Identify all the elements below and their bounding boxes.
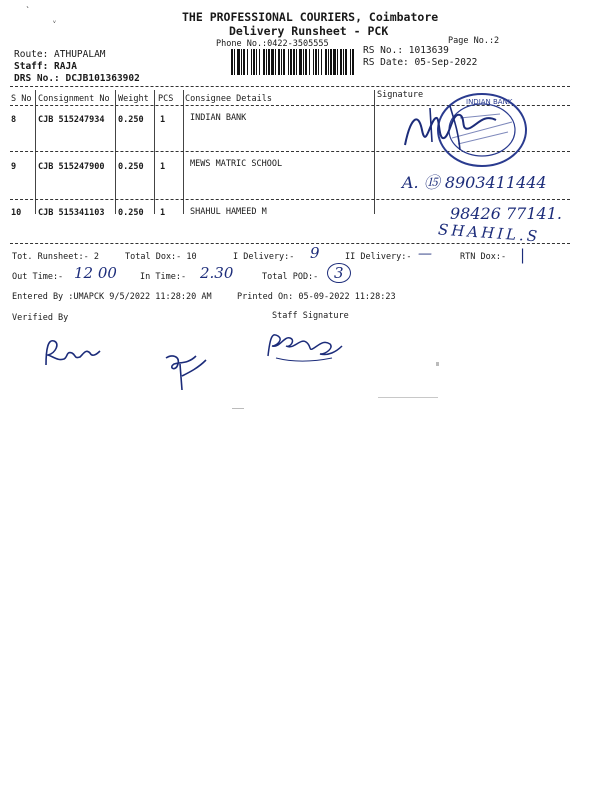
barcode-bar [313,49,314,75]
barcode-bar [234,49,235,75]
rs-number: RS No.: 1013639 [363,45,449,56]
rtn-dox-label: RTN Dox:- [460,252,507,262]
barcode-bar [315,49,317,75]
row-pcs: 1 [160,162,166,172]
barcode-bar [259,49,260,75]
barcode-bar [251,49,252,75]
handwritten-recipient-note: A. ⑮ 8903411444 [402,173,547,192]
barcode-bar [303,49,304,75]
row-sno: 8 [11,115,17,125]
scan-mark: ᵥ [52,16,57,25]
barcode-bar [268,49,270,75]
stamp-text: INDIAN BANK [466,98,513,106]
col-header-sno: S No [11,94,32,104]
handwritten-name: SHAHIL.S [437,220,541,246]
row-pcs: 1 [160,208,166,218]
barcode-bar [266,49,267,75]
barcode [231,49,357,75]
row-rule [10,199,570,200]
barcode-bar [321,49,322,75]
out-time-value: 12 00 [74,264,117,282]
printed-on: Printed On: 05-09-2022 11:28:23 [237,292,396,302]
col-header-weight: Weight [118,94,149,104]
scan-artifact [232,408,244,409]
barcode-bar [263,49,265,75]
barcode-bar [305,49,307,75]
barcode-bar [328,49,329,75]
scan-artifact [378,397,438,398]
row-consignee: SHAHUL HAMEED M [190,207,267,217]
page-number: Page No.:2 [448,36,500,46]
initial-signature [160,350,210,395]
drs-number: DRS No.: DCJB101363902 [14,73,140,84]
barcode-bar [343,49,344,75]
barcode-bar [333,49,336,75]
i-delivery-value: 9 [310,244,320,262]
barcode-bar [290,49,292,75]
phone-number: Phone No.:0422-3505555 [216,39,329,49]
barcode-bar [350,49,351,75]
scan-mark: ˋ [25,6,32,17]
row-weight: 0.250 [118,115,144,125]
row-weight: 0.250 [118,162,144,172]
col-header-consignment: Consignment No [38,94,110,104]
ii-delivery-value: — [418,246,432,262]
row-consignment: CJB 515341103 [38,208,105,218]
scan-artifact [436,362,439,366]
barcode-bar [318,49,319,75]
signature-row1 [400,100,510,160]
barcode-bar [337,49,338,75]
total-runsheet: Tot. Runsheet:- 2 [12,252,99,262]
staff-label: Staff: RAJA [14,61,77,72]
barcode-bar [256,49,257,75]
barcode-bar [275,49,276,75]
barcode-bar [340,49,342,75]
col-divider [154,90,155,214]
row-sno: 10 [11,208,22,218]
barcode-bar [278,49,280,75]
barcode-bar [330,49,332,75]
col-divider [35,90,36,214]
row-consignment: CJB 515247900 [38,162,105,172]
document-title: Delivery Runsheet - PCK [229,24,389,38]
barcode-bar [253,49,255,75]
barcode-bar [231,49,233,75]
rs-date: RS Date: 05-Sep-2022 [363,57,478,68]
total-dox: Total Dox:- 10 [125,252,197,262]
barcode-bar [345,49,347,75]
barcode-bar [288,49,289,75]
total-pod-label: Total POD:- [262,272,319,282]
barcode-bar [247,49,248,75]
barcode-bar [283,49,285,75]
handwritten-phone: 98426 77141. [450,204,562,223]
barcode-bar [237,49,240,75]
barcode-bar [296,49,297,75]
table-top-rule [10,86,570,87]
out-time-label: Out Time:- [12,272,64,282]
row-sno: 9 [11,162,17,172]
row-consignment: CJB 515247934 [38,115,105,125]
in-time-value: 2.30 [200,264,234,282]
staff-signature [262,328,347,366]
barcode-bar [243,49,245,75]
barcode-bar [241,49,242,75]
entered-by: Entered By :UMAPCK 9/5/2022 11:28:20 AM [12,292,212,302]
verified-by-label: Verified By [12,313,69,323]
barcode-bar [325,49,327,75]
total-pod-value: 3 [327,263,351,283]
in-time-label: In Time:- [140,272,187,282]
barcode-bar [271,49,274,75]
col-header-signature: Signature [377,90,424,100]
rtn-dox-value: | [520,246,526,264]
col-divider [183,90,184,214]
col-header-pcs: PCS [158,94,174,104]
col-header-consignee: Consignee Details [185,94,272,104]
col-divider [115,90,116,214]
i-delivery-label: I Delivery:- [233,252,295,262]
barcode-bar [299,49,302,75]
row-consignee: INDIAN BANK [190,113,247,123]
ii-delivery-label: II Delivery:- [345,252,412,262]
company-name: THE PROFESSIONAL COURIERS, Coimbatore [182,10,439,24]
barcode-bar [309,49,310,75]
row-pcs: 1 [160,115,166,125]
col-divider [374,90,375,214]
staff-signature-label: Staff Signature [272,311,349,321]
row-consignee: MEWS MATRIC SCHOOL [190,159,283,169]
barcode-bar [352,49,354,75]
row-weight: 0.250 [118,208,144,218]
barcode-bar [293,49,295,75]
route-label: Route: ATHUPALAM [14,49,106,60]
table-bottom-rule [10,243,570,244]
verifier-signature [40,335,110,370]
barcode-bar [281,49,282,75]
